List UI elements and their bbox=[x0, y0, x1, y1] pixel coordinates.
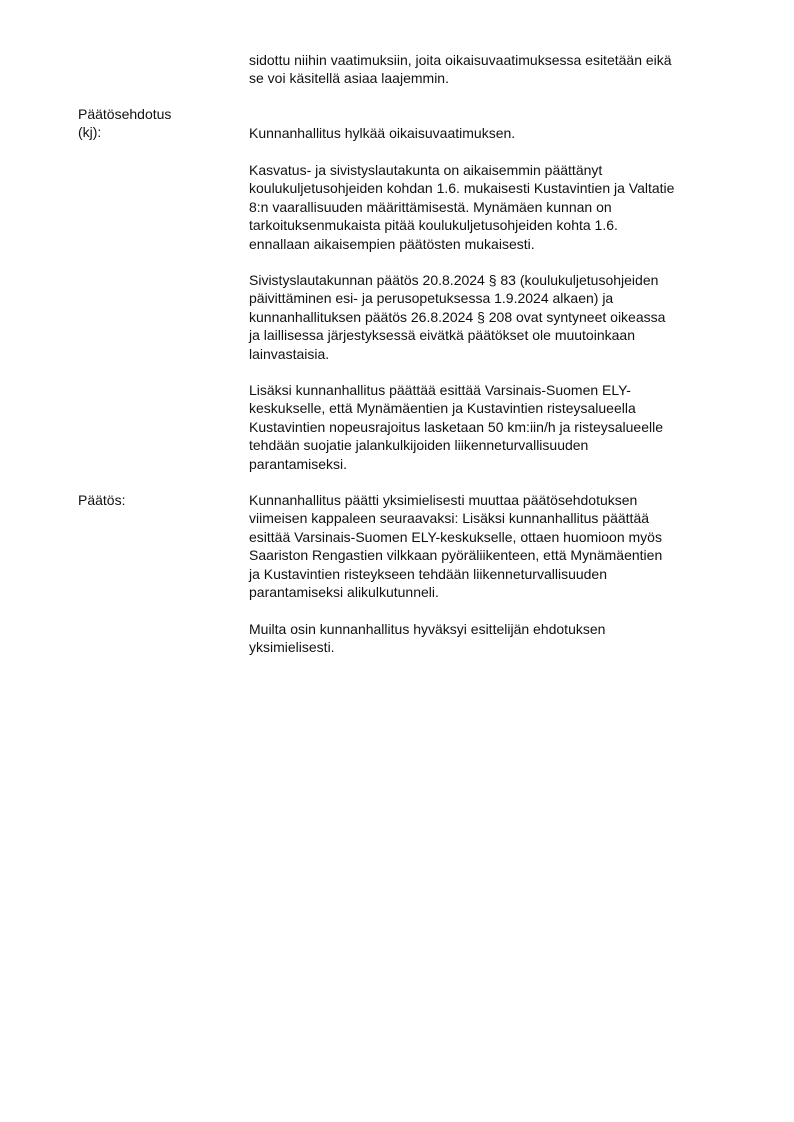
text-line: kunnanhallituksen päätös 26.8.2024 § 208 ovat syntyneet oikeassa bbox=[249, 308, 666, 325]
text-line: parantamiseksi. bbox=[249, 455, 348, 472]
decision-paragraph-1 bbox=[249, 491, 744, 601]
text-line: Kustavintien nopeusrajoitus lasketaan 50 km:iin/h ja risteysalueelle bbox=[249, 418, 664, 435]
label-line: Päätös: bbox=[78, 492, 126, 508]
label-line: (kj): bbox=[78, 124, 102, 141]
text-line: Saariston Rengastien vilkkaan pyöräliikenteen, että Mynämäentien bbox=[249, 547, 663, 564]
text-line: koulukuljetusohjeiden kohdan 1.6. mukaisesti Kustavintien ja Valtatie bbox=[249, 180, 675, 197]
text-line: Kunnanhallitus hylkää oikaisuvaatimuksen. bbox=[249, 125, 516, 141]
proposal-paragraph-2 bbox=[249, 161, 744, 253]
text-line: esittää Varsinais-Suomen ELY-keskukselle, ottaen huomioon myös bbox=[249, 528, 662, 545]
text-line: sidottu niihin vaatimuksiin, joita oikaisuvaatimuksessa esitetään eikä bbox=[249, 52, 672, 68]
proposal-paragraph-3 bbox=[249, 271, 744, 363]
decision-paragraph-2 bbox=[249, 620, 744, 657]
text-line: tarkoituksenmukaista pitää koulukuljetusohjeiden kohta 1.6. bbox=[249, 217, 618, 234]
text-line: yksimielisesti. bbox=[249, 639, 335, 656]
text-line: ennallaan aikaisempien päätösten mukaisesti. bbox=[249, 235, 535, 252]
text-line: keskukselle, että Mynämäentien ja Kustavintien risteysalueella bbox=[249, 400, 636, 417]
decision-label bbox=[78, 491, 238, 509]
proposal-paragraph-1 bbox=[249, 124, 744, 142]
text-line: Kasvatus- ja sivistyslautakunta on aikaisemmin päättänyt bbox=[249, 162, 603, 178]
text-line: Kunnanhallitus päätti yksimielisesti muuttaa päätösehdotuksen bbox=[249, 492, 638, 508]
proposal-label bbox=[78, 105, 238, 142]
text-line: lainvastaisia. bbox=[249, 345, 330, 362]
text-line: Sivistyslautakunnan päätös 20.8.2024 § 83 (koulukuljetusohjeiden bbox=[249, 272, 659, 288]
intro-paragraph bbox=[249, 51, 744, 88]
proposal-paragraph-4 bbox=[249, 381, 744, 473]
text-line: parantamiseksi alikulkutunneli. bbox=[249, 584, 439, 601]
text-line: ja Kustavintien risteykseen tehdään liikenneturvallisuuden bbox=[249, 565, 607, 582]
label-line: Päätösehdotus bbox=[78, 106, 172, 122]
text-line: viimeisen kappaleen seuraavaksi: Lisäksi kunnanhallitus päättää bbox=[249, 510, 650, 527]
text-line: 8:n vaarallisuuden määrittämisestä. Mynämäen kunnan on bbox=[249, 198, 612, 215]
text-line: se voi käsitellä asiaa laajemmin. bbox=[249, 70, 449, 87]
text-line: Muilta osin kunnanhallitus hyväksyi esittelijän ehdotuksen bbox=[249, 621, 606, 637]
text-line: tehdään suojatie jalankulkijoiden liikenneturvallisuuden bbox=[249, 437, 589, 454]
text-line: ja laillisessa järjestyksessä eivätkä päätökset ole muutoinkaan bbox=[249, 327, 635, 344]
text-line: päivittäminen esi- ja perusopetuksessa 1.9.2024 alkaen) ja bbox=[249, 290, 614, 307]
text-line: Lisäksi kunnanhallitus päättää esittää Varsinais-Suomen ELY- bbox=[249, 382, 631, 398]
